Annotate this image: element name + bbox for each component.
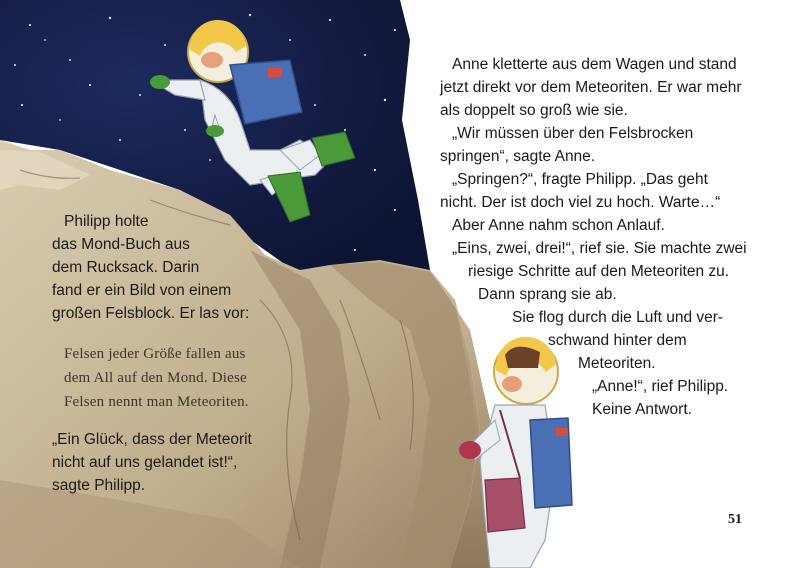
left-paragraph-line: das Mond-Buch aus — [52, 236, 190, 253]
left-paragraph-line: großen Felsblock. Er las vor: — [52, 305, 250, 322]
right-text-line: springen“, sagte Anne. — [440, 148, 596, 165]
book-quote-line: Felsen jeder Größe fallen aus — [64, 346, 246, 362]
page-number: 51 — [728, 512, 742, 527]
right-text-line: Sie flog durch die Luft und ver- — [512, 309, 724, 326]
left-paragraph-line: „Ein Glück, dass der Meteorit — [52, 431, 252, 448]
right-text-line: Meteoriten. — [578, 355, 656, 372]
right-text-line: jetzt direkt vor dem Meteoriten. Er war mehr — [440, 79, 742, 96]
right-text-line: riesige Schritte auf den Meteoriten zu. — [468, 263, 730, 280]
left-paragraph-line: fand er ein Bild von einem — [52, 282, 232, 299]
right-text-line: „Springen?“, fragte Philipp. „Das geht — [452, 171, 708, 188]
right-text-line: Aber Anne nahm schon Anlauf. — [452, 217, 665, 234]
right-text-line: schwand hinter dem — [548, 332, 687, 349]
right-text-line: nicht. Der ist doch viel zu hoch. Warte…“ — [440, 194, 721, 211]
right-text-line: Anne kletterte aus dem Wagen und stand — [452, 56, 737, 73]
right-text-line: Dann sprang sie ab. — [478, 286, 617, 303]
right-text-line: als doppelt so groß wie sie. — [440, 102, 628, 119]
book-quote-line: Felsen nennt man Meteoriten. — [64, 394, 249, 410]
left-paragraph-line: sagte Philipp. — [52, 477, 146, 494]
right-text-line: „Wir müssen über den Felsbrocken — [452, 125, 694, 142]
left-paragraph-line: dem Rucksack. Darin — [52, 259, 200, 276]
left-paragraph-line: Philipp holte — [64, 213, 149, 230]
right-text-line: „Eins, zwei, drei!“, rief sie. Sie machte zwei — [452, 240, 747, 257]
book-quote-line: dem All auf den Mond. Diese — [64, 370, 247, 386]
right-text-line: Keine Antwort. — [592, 401, 692, 418]
right-text-line: „Anne!“, rief Philipp. — [592, 378, 729, 395]
left-paragraph-line: nicht auf uns gelandet ist!“, — [52, 454, 238, 471]
